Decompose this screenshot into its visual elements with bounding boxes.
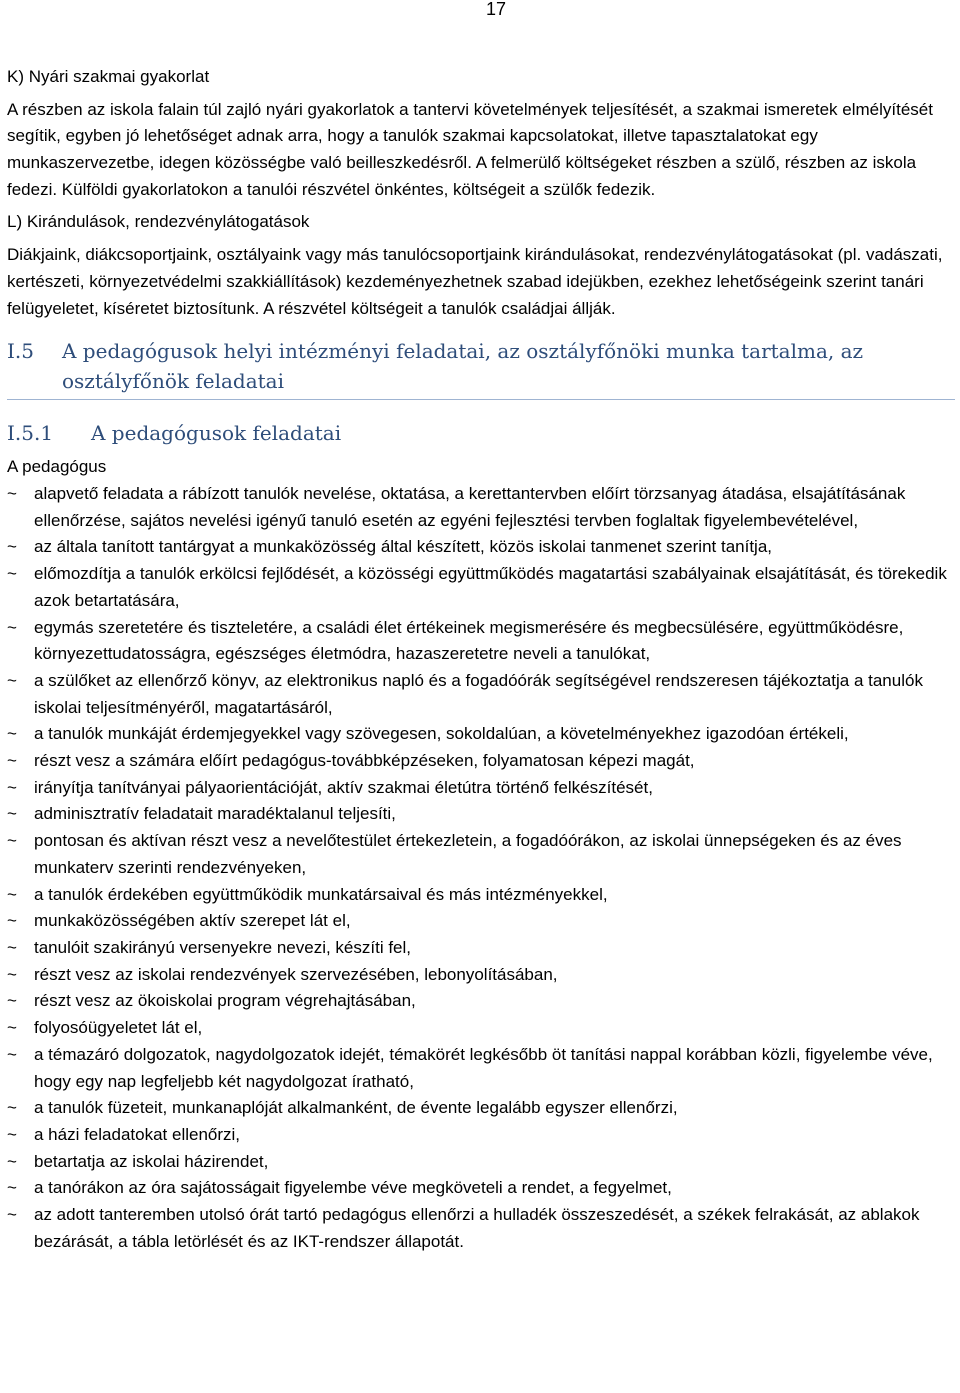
duty-list-item (7, 615, 955, 668)
tilde-bullet-icon: ~ (7, 751, 17, 771)
duty-list-item (7, 1149, 955, 1176)
duty-list-item (7, 748, 955, 775)
tilde-bullet-icon: ~ (7, 1205, 17, 1225)
duty-text: előmozdítja a tanulók erkölcsi fejlődését, a közösségi együttműködés magatartási szabályainak elsajátítását, és törekedik azok betartatására, (34, 564, 947, 610)
duty-list-item (7, 775, 955, 802)
page-number: 17 (486, 0, 507, 19)
duty-list-item (7, 1122, 955, 1149)
duty-text: adminisztratív feladatait maradéktalanul teljesíti, (34, 804, 396, 824)
tilde-bullet-icon: ~ (7, 1151, 17, 1171)
duty-list-item (7, 908, 955, 935)
duty-list-item (7, 1015, 955, 1042)
duty-text: az általa tanított tantárgyat a munkaközösség által készített, közös iskolai tanmenet szerint tanítja, (34, 537, 772, 557)
duty-text: a tanulók érdekében együttműködik munkatársaival és más intézményekkel, (34, 884, 608, 904)
duty-text: irányítja tanítványai pályaorientációját, aktív szakmai életútra történő felkészítését, (34, 777, 653, 797)
section-i51-number: I.5.1 (7, 421, 54, 446)
tilde-bullet-icon: ~ (7, 964, 17, 984)
duty-text: a szülőket az ellenőrző könyv, az elektronikus napló és a fogadóórák segítségével rendszeresen tájékoztatja a tanulók iskolai teljesítményéről, magatartásáról, (34, 670, 923, 717)
duty-list-item (7, 1202, 955, 1255)
duty-list-item (7, 534, 955, 561)
section-l-paragraph: Diákjaink, diákcsoportjaink, osztályaink vagy más tanulócsoportjaink kirándulásokat, rendezvénylátogatásokat (pl. vadászati, kertészeti, környezetvédelmi szakkiállítások) kezdeményezhetnek szabad idejükben, ezekhez lehetőségeink szerint tanári felügyeletet, kíséretet biztosítunk. A részvétel költségeit a tanulók családjai állják. (7, 245, 943, 318)
page-content (7, 64, 955, 1255)
duty-text: a tanórákon az óra sajátosságait figyelembe véve megköveteli a rendet, a fegyelmet, (34, 1178, 672, 1198)
duty-text: tanulóit szakirányú versenyekre nevezi, készíti fel, (34, 937, 412, 957)
tilde-bullet-icon: ~ (7, 1044, 17, 1064)
tilde-bullet-icon: ~ (7, 1018, 17, 1038)
duty-list-item (7, 1042, 955, 1095)
duty-list-item (7, 721, 955, 748)
duty-text: egymás szeretetére és tiszteletére, a családi élet értékeinek megismerésére és megbecsülésére, együttműködésre, környezettudatosságra, egészséges életmódra, hazaszeretetre neveli a tanulókat, (34, 617, 904, 664)
tilde-bullet-icon: ~ (7, 724, 17, 744)
duty-list-item (7, 882, 955, 909)
duty-text: munkaközösségében aktív szerepet lát el, (34, 911, 351, 931)
duty-text: a tanulók munkáját érdemjegyekkel vagy szövegesen, sokoldalúan, a követelményekhez igazodóan értékeli, (34, 724, 849, 744)
duty-text: az adott tanteremben utolsó órát tartó pedagógus ellenőrzi a hulladék összeszedését, a székek felrakását, az ablakok bezárását, a tábla letörlését és az IKT-rendszer állapotát. (34, 1205, 920, 1251)
duty-list-item (7, 988, 955, 1015)
duty-list-item (7, 481, 955, 534)
section-i51-title: A pedagógusok feladatai (91, 421, 342, 446)
tilde-bullet-icon: ~ (7, 777, 17, 797)
duty-text: részt vesz az ökoiskolai program végrehajtásában, (34, 991, 416, 1011)
duty-text: a témazáró dolgozatok, nagydolgozatok idejét, témakörét legkésőbb öt tanítási nappal korábban közli, figyelembe véve, hogy egy nap legfeljebb két nagydolgozat íratható, (34, 1044, 933, 1091)
duty-list-item (7, 828, 955, 881)
duty-list-item (7, 935, 955, 962)
tilde-bullet-icon: ~ (7, 884, 17, 904)
duty-list-item (7, 1095, 955, 1122)
duty-text: betartatja az iskolai házirendet, (34, 1151, 269, 1171)
duty-list-item (7, 561, 955, 614)
tilde-bullet-icon: ~ (7, 564, 17, 584)
tilde-bullet-icon: ~ (7, 991, 17, 1011)
section-i5-heading (7, 336, 955, 400)
tilde-bullet-icon: ~ (7, 1098, 17, 1118)
tilde-bullet-icon: ~ (7, 1124, 17, 1144)
section-k-paragraph: A részben az iskola falain túl zajló nyári gyakorlatok a tantervi követelmények teljesítését, a szakmai ismeretek elmélyítését segítik, egyben jó lehetőséget adnak arra, hogy a tanulók szakmai kapcsolatokat, illetve tapasztalatokat egy munkaszervezetbe, idegen közösségbe való beilleszkedésről. A felmerülő költségeket részben a szülő, részben az iskola fedezi. Külföldi gyakorlatokon a tanulói részvétel önkéntes, költségeit a szülők fedezik. (7, 99, 933, 199)
tilde-bullet-icon: ~ (7, 484, 17, 504)
tilde-bullet-icon: ~ (7, 1178, 17, 1198)
tilde-bullet-icon: ~ (7, 670, 17, 690)
duty-text: folyosóügyeletet lát el, (34, 1018, 203, 1038)
tilde-bullet-icon: ~ (7, 617, 17, 637)
tilde-bullet-icon: ~ (7, 911, 17, 931)
tilde-bullet-icon: ~ (7, 831, 17, 851)
section-i5-number: I.5 (7, 339, 34, 364)
section-i51-heading (7, 418, 347, 448)
section-k-heading: K) Nyári szakmai gyakorlat (7, 67, 210, 86)
tilde-bullet-icon: ~ (7, 804, 17, 824)
duty-text: pontosan és aktívan részt vesz a nevelőtestület értekezletein, a fogadóórákon, az iskolai ünnepségeken és az éves munkaterv szerinti rendezvényeken, (34, 831, 902, 877)
duty-text: a tanulók füzeteit, munkanaplóját alkalmanként, de évente legalább egyszer ellenőrzi, (34, 1098, 678, 1118)
duty-text: részt vesz az iskolai rendezvények szervezésében, lebonyolításában, (34, 964, 558, 984)
tilde-bullet-icon: ~ (7, 937, 17, 957)
duty-text: alapvető feladata a rábízott tanulók nevelése, oktatása, a kerettantervben előírt törzsanyag átadása, elsajátításának ellenőrzése, sajátos nevelési igényű tanuló esetén az egyéni fejlesztési tervben foglaltak figyelembevételével, (34, 484, 906, 530)
section-l-heading: L) Kirándulások, rendezvénylátogatások (7, 211, 310, 231)
duties-list (7, 481, 955, 1255)
duties-intro: A pedagógus (7, 457, 107, 477)
duty-list-item (7, 801, 955, 828)
duty-list-item (7, 668, 955, 721)
duty-text: részt vesz a számára előírt pedagógus-továbbképzéseken, folyamatosan képezi magát, (34, 751, 695, 771)
section-i5-title: A pedagógusok helyi intézményi feladatai, az osztályfőnöki munka tartalma, az osztályfőnök feladatai (62, 339, 864, 394)
duty-list-item (7, 1175, 955, 1202)
tilde-bullet-icon: ~ (7, 537, 17, 557)
duty-text: a házi feladatokat ellenőrzi, (34, 1124, 241, 1144)
duty-list-item (7, 962, 955, 989)
